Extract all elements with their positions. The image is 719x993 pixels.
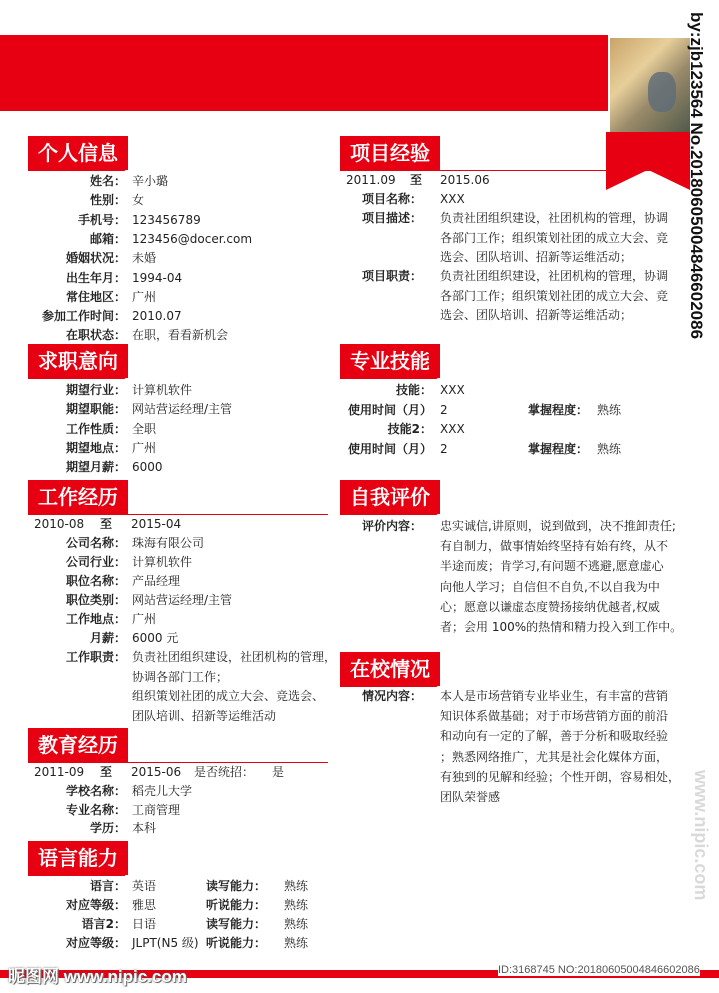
school-line: 本人是市场营销专业毕业生，有丰富的营销 [440, 689, 669, 703]
edu-start-date: 2011-09 [34, 765, 85, 779]
project-desc-label: 项目描述： [361, 211, 422, 225]
row-value: 未婚 [132, 251, 157, 266]
section-underline [28, 378, 125, 379]
edu-date-sep: 至 [100, 765, 113, 779]
project-role-line: 各部门工作；组织策划社团的成立大会、竞 [440, 288, 669, 303]
row-value: 本科 [132, 821, 157, 835]
skill-label: 技能： [395, 383, 432, 397]
row-label: 职位名称： [65, 574, 126, 588]
row-value: 计算机软件 [132, 383, 193, 397]
row-label: 期望月薪： [65, 460, 126, 475]
project-start-date: 2011.09 [346, 173, 396, 187]
skill-level-label: 掌握程度： [527, 441, 588, 456]
school-line: 有独到的见解和经验；个性开朗，容易相处， [440, 769, 681, 784]
lang-label: 对应等级： [65, 936, 126, 950]
section-title-skills: 专业技能 [340, 344, 440, 378]
bottom-left-watermark: 昵图网 www.nipic.com [8, 967, 187, 986]
self-eval-label: 评价内容： [361, 519, 422, 533]
lang-ability-value: 熟练 [284, 917, 309, 931]
work-date-sep: 至 [100, 517, 113, 531]
section-underline [340, 378, 437, 379]
lang-label: 语言2： [81, 917, 126, 931]
row-value: 123456789 [132, 212, 201, 227]
duty-line: 团队培训、招新等运维活动 [132, 708, 277, 723]
row-label: 职位类别： [65, 593, 126, 607]
row-value: 123456@docer.com [132, 231, 253, 246]
row-label: 出生年月： [65, 270, 126, 285]
vertical-watermark: by:zjb123564 No.20180605004846602086 [687, 12, 706, 340]
row-value: 6000 元 [132, 631, 179, 645]
row-label: 手机号： [77, 212, 126, 227]
header-banner [0, 35, 608, 111]
lang-ability-label: 读写能力： [205, 879, 266, 893]
project-desc-line: 各部门工作；组织策划社团的成立大会、竞 [440, 230, 669, 245]
project-name-value: XXX [440, 192, 465, 206]
project-role-line: 负责社团组织建设，社团机构的管理，协调 [440, 269, 669, 283]
school-line: 知识体系做基础；对于市场营销方面的前沿 [440, 709, 669, 724]
section-title-lang: 语言能力 [28, 841, 128, 875]
row-label: 学历： [89, 821, 126, 835]
row-value: 广州 [132, 440, 157, 455]
row-value: 女 [132, 193, 145, 208]
section-title-personal: 个人信息 [28, 136, 128, 170]
school-line: 和动向有一定的了解，善于分析和吸取经验 [440, 729, 669, 744]
lang-label: 语言： [89, 879, 126, 893]
row-value: 产品经理 [132, 574, 181, 588]
lang-value: JLPT(N5 级) [132, 936, 199, 950]
self-eval-line: 心；愿意以谦虚态度赞扬接纳优越者,权威 [440, 599, 660, 614]
work-duty-label: 工作职责： [65, 650, 126, 664]
skill-level-value: 熟练 [597, 402, 622, 417]
section-underline [340, 514, 437, 515]
row-label: 公司名称： [65, 536, 126, 550]
side-watermark: www.nipic.com [691, 770, 711, 901]
row-label: 专业名称： [65, 802, 126, 817]
row-label: 姓名： [89, 174, 126, 188]
lang-label: 对应等级： [65, 898, 126, 912]
row-value: 稻壳儿大学 [132, 784, 193, 798]
skill-label: 使用时间（月） [347, 402, 432, 417]
school-label: 情况内容： [361, 689, 422, 703]
lang-value: 英语 [132, 879, 157, 893]
row-label: 学校名称： [65, 784, 126, 798]
row-label: 工作地点： [65, 612, 126, 626]
self-eval-line: 者；会用 100%的热情和精力投入到工作中。 [440, 620, 683, 634]
row-value: 广州 [132, 289, 157, 304]
row-label: 性别： [89, 193, 126, 208]
section-title-school: 在校情况 [340, 652, 440, 686]
school-line: ；熟悉网络推广，尤其是社会化媒体方面， [440, 749, 669, 764]
self-eval-line: 向他人学习；自信但不自负,不以自我为中 [440, 579, 660, 594]
section-title-self: 自我评价 [340, 480, 440, 514]
row-value: 网站营运经理/主管 [132, 593, 233, 607]
row-label: 参加工作时间： [41, 309, 126, 324]
row-value: 2010.07 [132, 309, 182, 324]
project-date-sep: 至 [410, 173, 423, 187]
lang-ability-label: 听说能力： [205, 936, 266, 950]
self-eval-line: 有自制力，做事情始终坚持有始有终，从不 [440, 539, 669, 554]
school-line: 团队荣誉感 [440, 790, 501, 804]
lang-ability-value: 熟练 [284, 898, 309, 912]
project-role-label: 项目职责： [361, 269, 422, 283]
work-end-date: 2015-04 [131, 517, 182, 531]
edu-end-date: 2015-06 [131, 765, 182, 779]
row-value: 1994-04 [132, 270, 183, 285]
row-label: 期望地点： [65, 440, 126, 455]
row-label: 工作性质： [65, 421, 126, 436]
duty-line: 协调各部门工作； [132, 669, 229, 684]
row-label: 期望职能： [65, 402, 126, 417]
row-label: 邮箱： [89, 231, 126, 246]
skill-value: XXX [440, 422, 465, 436]
section-title-project: 项目经验 [340, 136, 440, 170]
lang-ability-value: 熟练 [284, 936, 309, 950]
ribbon-decoration [606, 132, 690, 190]
skill-value: 2 [440, 441, 448, 456]
lang-ability-label: 听说能力： [205, 898, 266, 912]
row-label: 常住地区： [65, 289, 126, 304]
row-value: 广州 [132, 612, 157, 626]
project-name-label: 项目名称： [361, 192, 422, 206]
lang-value: 雅思 [132, 898, 157, 912]
lang-value: 日语 [132, 917, 157, 931]
row-label: 婚姻状况： [65, 251, 126, 266]
duty-line: 负责社团组织建设，社团机构的管理， [132, 650, 337, 664]
work-start-date: 2010-08 [34, 517, 85, 531]
skill-value: 2 [440, 402, 448, 417]
row-value: 辛小璐 [132, 174, 169, 188]
section-title-intent: 求职意向 [28, 344, 128, 378]
section-underline [28, 875, 125, 876]
row-value: 全职 [132, 421, 157, 436]
self-eval-line: 半途而废；肯学习,有问题不逃避,愿意虚心 [440, 559, 664, 574]
section-title-work: 工作经历 [28, 480, 128, 514]
row-value: 珠海有限公司 [132, 536, 205, 550]
project-desc-line: 选会、团队培训、招新等运维活动； [440, 250, 633, 264]
row-label: 期望行业： [65, 383, 126, 397]
skill-value: XXX [440, 383, 465, 397]
project-role-line: 选会、团队培训、招新等运维活动； [440, 308, 633, 322]
row-value: 在职，看看新机会 [132, 328, 229, 343]
row-label: 月薪： [89, 631, 126, 645]
profile-photo [608, 38, 690, 132]
row-value: 网站营运经理/主管 [132, 402, 233, 417]
self-eval-line: 忠实诚信,讲原则，说到做到，决不推卸责任; [440, 519, 676, 533]
skill-label: 使用时间（月） [347, 441, 432, 456]
lang-ability-label: 读写能力： [205, 917, 266, 931]
duty-line: 组织策划社团的成立大会、竞选会、 [132, 689, 325, 703]
bottom-right-watermark: ID:3168745 NO:20180605004846602086 [498, 964, 700, 976]
skill-level-label: 掌握程度： [527, 402, 588, 417]
edu-unified-label: 是否统招： [194, 765, 255, 779]
row-value: 6000 [132, 460, 163, 475]
section-title-edu: 教育经历 [28, 728, 128, 762]
project-end-date: 2015.06 [440, 173, 490, 187]
row-value: 计算机软件 [132, 555, 193, 569]
edu-unified-value: 是 [272, 765, 285, 779]
row-label: 公司行业： [65, 555, 126, 569]
skill-level-value: 熟练 [597, 441, 622, 456]
lang-ability-value: 熟练 [284, 879, 309, 893]
row-label: 在职状态： [65, 328, 126, 343]
project-desc-line: 负责社团组织建设，社团机构的管理，协调 [440, 211, 669, 225]
skill-label: 技能2： [387, 422, 432, 436]
row-value: 工商管理 [132, 802, 181, 817]
section-underline [28, 170, 125, 171]
